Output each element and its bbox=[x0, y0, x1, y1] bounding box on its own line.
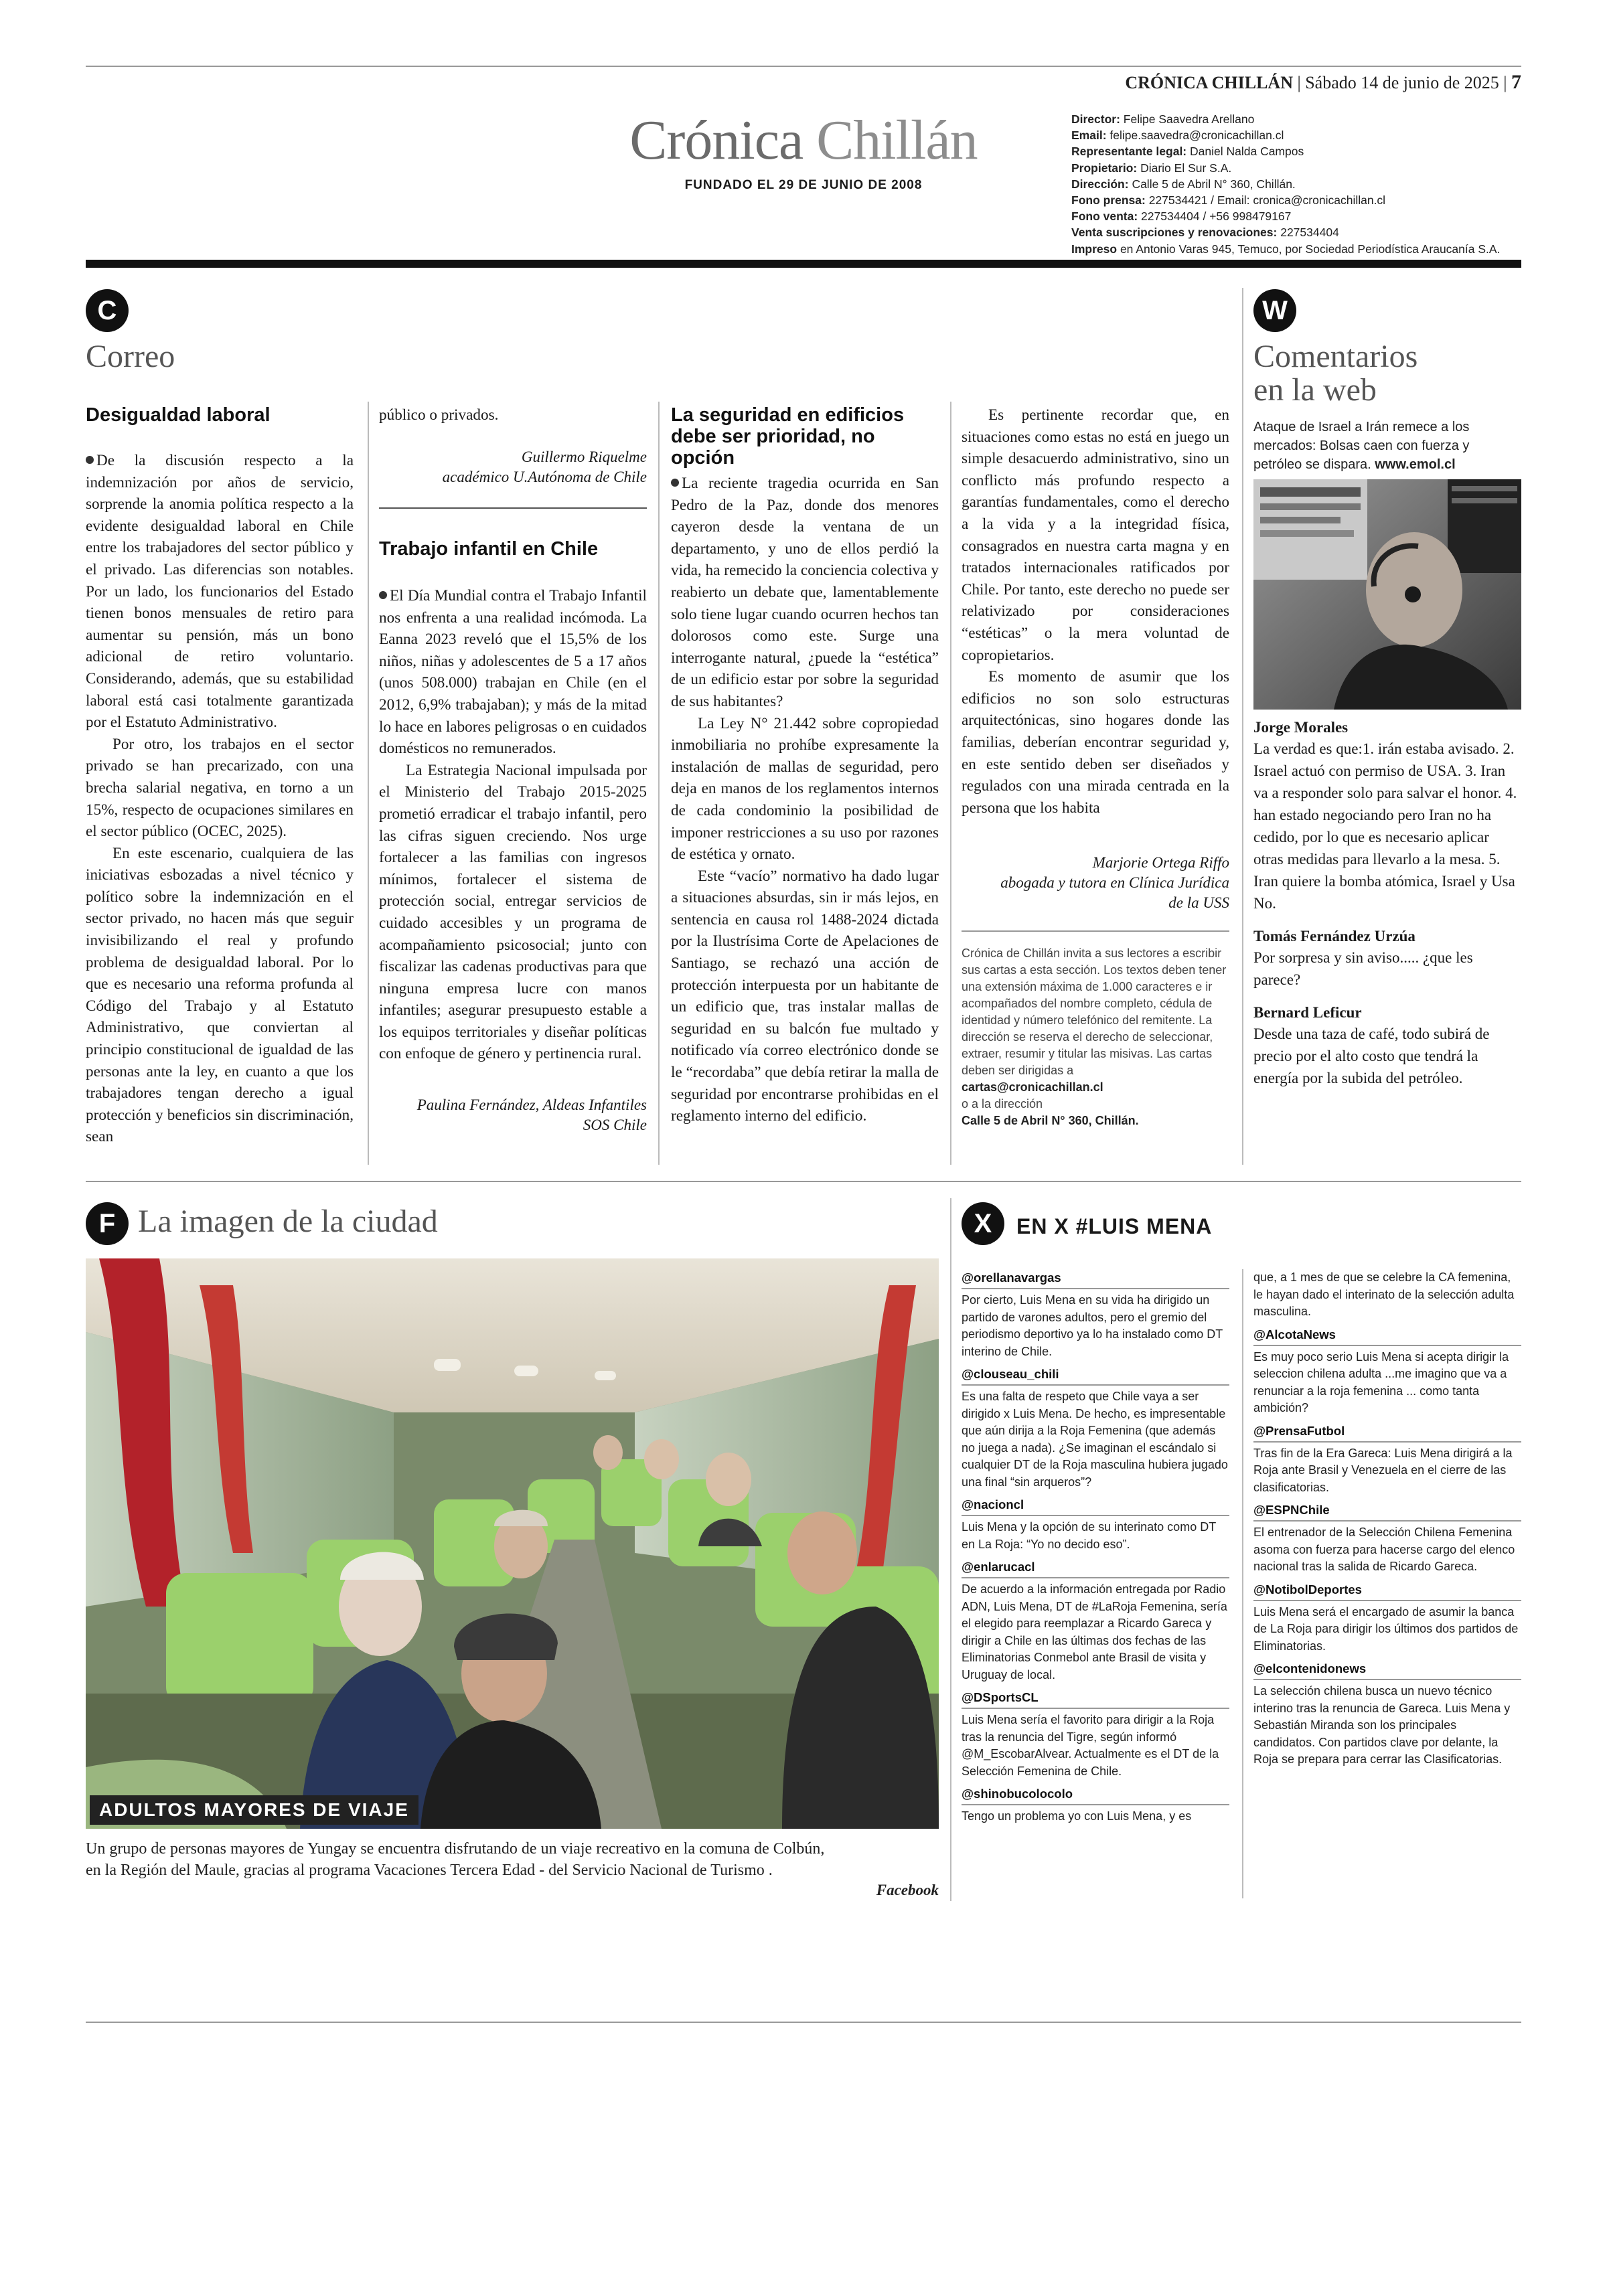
note-or: o a la dirección bbox=[962, 1097, 1043, 1111]
tweet-text: Tengo un problema yo con Luis Mena, y es bbox=[962, 1809, 1192, 1823]
runhead-paper: CRÓNICA CHILLÁN bbox=[1125, 73, 1293, 92]
staff-row: Representante legal: Daniel Nalda Campos bbox=[1071, 145, 1304, 159]
web-badge: W bbox=[1253, 289, 1296, 332]
tweet-text: Es muy poco serio Luis Mena si acepta dirigir la seleccion chilena adulta ...me imagino que va a renunciar a la roja femenina ... como tanta ambición? bbox=[1253, 1349, 1509, 1414]
bus-photo bbox=[86, 1258, 939, 1829]
letter1-signature bbox=[379, 447, 647, 487]
letter1-p1: De la discusión respecto a la indemnización por años de servicio, sorprende la anomia política respecto a la evidente desigualdad laboral en Chile entre los trabajadores del sector público y el privado. Las diferencias son notables. Por un lado, los funcionarios del Estado tienen bonos mensuales de retiro para aumentar su pensión, más un bono adicional de retiro voluntario. Considerando, además, que su estabilidad laboral está casi totalmente garantizada por el Estatuto Administrativo. bbox=[86, 452, 354, 732]
staff-box bbox=[1071, 111, 1527, 257]
commenter-name: Jorge Morales bbox=[1253, 719, 1349, 736]
correo-title: Correo bbox=[86, 339, 175, 374]
correo-badge: C bbox=[86, 289, 129, 332]
letter3-headline: La seguridad en edificios debe ser prioridad, no opción bbox=[671, 404, 905, 469]
letter3-sig-line1: Marjorie Ortega Riffo bbox=[1092, 854, 1229, 871]
imagen-badge: F bbox=[86, 1202, 129, 1245]
masthead-thick-rule bbox=[86, 260, 1521, 268]
imagen-title: La imagen de la ciudad bbox=[138, 1204, 438, 1239]
tweet-handle[interactable]: @shinobucolocolo bbox=[962, 1785, 1229, 1805]
tweet-handle[interactable]: @AlcotaNews bbox=[1253, 1326, 1521, 1346]
runhead-date: Sábado 14 de junio de 2025 bbox=[1305, 73, 1499, 92]
staff-row: Director: Felipe Saavedra Arellano bbox=[1071, 112, 1255, 126]
commenter-name: Bernard Leficur bbox=[1253, 1004, 1362, 1021]
letter3-p3: Este “vacío” normativo ha dado lugar a situaciones absurdas, sin ir más lejos, en sentencia en causa rol 1488-2024 dictada por la Ilustrísima Corte de Apelaciones de Santiago, se rechazó una acción de protección interpuesta por un habitante de un edificio que, tras instalar mallas de seguridad en su balcón fue multado y notificado vía correo electrónico donde se le “recordaba” que debía retirar la malla de seguridad por encontrarse prohibidas en el reglamento interno del edificio. bbox=[671, 867, 939, 1125]
photo-credit: Facebook bbox=[876, 1882, 939, 1898]
tweet bbox=[962, 1785, 1229, 1825]
web-intro-text: Ataque de Israel a Irán remece a los mercados: Bolsas caen con fuerza y petróleo se dispara. bbox=[1253, 420, 1470, 472]
letter3-p5: Es momento de asumir que los edificios no son solo estructuras arquitectónicas, sino hogares donde las familias, deberían encontrar seguridad y, en este sentido deben ser diseñados y regulados con una mirada centrada en la persona que los habita bbox=[962, 668, 1229, 817]
web-intro bbox=[1253, 418, 1521, 474]
letter3-p4: Es pertinente recordar que, en situaciones como estas no está en juego un simple desacuerdo administrativo, sino un conflicto más profundo respecto a garantías fundamentales, como el derecho a la vida y a la integridad física, consagrados en nuestra carta magna y en tratados internacionales ratificados por Chile. Por tanto, este derecho no puede ser relativizado por consideraciones “estéticas” o la mera voluntad de copropietarios. bbox=[962, 406, 1229, 664]
letter2-sig-line1: Paulina Fernández, Aldeas Infantiles bbox=[416, 1096, 647, 1113]
tweet bbox=[962, 1366, 1229, 1491]
masthead bbox=[603, 109, 1004, 193]
staff-row: Venta suscripciones y renovaciones: 227534404 bbox=[1071, 226, 1339, 240]
tweet-handle[interactable]: @nacioncl bbox=[962, 1496, 1229, 1516]
tweet-handle[interactable]: @NotibolDeportes bbox=[1253, 1581, 1521, 1601]
comment-text: La verdad es que:1. irán estaba avisado. 2. Israel actuó con permiso de USA. 3. Iran va a responder solo para salvar el honor. 4. han estado negociando pero Iran no ha cedido, por lo que es necesario aplicar otras medidas para llevarlo a la mesa. 5. Iran quiere la bomba atómica, Israel y Usa No. bbox=[1253, 740, 1517, 912]
staff-row: Email: felipe.saavedra@cronicachillan.cl bbox=[1071, 129, 1284, 143]
letter1-sig-role: académico U.Autónoma de Chile bbox=[442, 469, 647, 485]
logo-word-2: Chillán bbox=[816, 109, 978, 171]
tweet-handle[interactable]: @enlarucacl bbox=[962, 1558, 1229, 1578]
letter3-body-cont bbox=[962, 404, 1229, 819]
tweet-handle[interactable]: @orellanavargas bbox=[962, 1269, 1229, 1289]
commenter-name: Tomás Fernández Urzúa bbox=[1253, 928, 1415, 945]
letter2-headline: Trabajo infantil en Chile bbox=[379, 538, 599, 560]
comment-text: Desde una taza de café, todo subirá de precio por el alto costo que tendrá la energía por la subida del petróleo. bbox=[1253, 1026, 1490, 1086]
web-comments bbox=[1253, 718, 1521, 1089]
letter3-sig-line3: de la USS bbox=[1168, 894, 1229, 911]
staff-row: Impreso en Antonio Varas 945, Temuco, por Sociedad Periodística Araucanía S.A. bbox=[1071, 242, 1501, 256]
tweet-text: Luis Mena será el encargado de asumir la banca de La Roja para dirigir los últimos dos partidos de Eliminatorias. bbox=[1253, 1605, 1519, 1653]
tweet-handle[interactable]: @clouseau_chili bbox=[962, 1366, 1229, 1386]
letter3-sig-line2: abogada y tutora en Clínica Jurídica bbox=[1000, 874, 1229, 891]
top-rule bbox=[86, 66, 1521, 67]
caption-line-1: Un grupo de personas mayores de Yungay se encuentra disfrutando de un viaje recreativo en la comuna de Colbún, bbox=[86, 1840, 825, 1858]
web-comment bbox=[1253, 718, 1521, 914]
photo-label: ADULTOS MAYORES DE VIAJE bbox=[90, 1795, 418, 1825]
column-rule bbox=[368, 402, 369, 1165]
note-address: Calle 5 de Abril N° 360, Chillán. bbox=[962, 1114, 1139, 1127]
tweet-text: De acuerdo a la información entregada por Radio ADN, Luis Mena, DT de #LaRoja Femenina, sería el elegido para reemplazar a Ricardo Gareca y dirigir a Chile en las últimas dos fechas de las Eliminatorias Conmebol ante Brasil de visita y Uruguay de local. bbox=[962, 1582, 1227, 1682]
tweet bbox=[962, 1689, 1229, 1780]
web-comment bbox=[1253, 1003, 1521, 1089]
note-text: Crónica de Chillán invita a sus lectores a escribir sus cartas a esta sección. Los textos deben tener una extensión máxima de 1.000 caracteres e ir acompañados del nombre completo, cédula de identidad y número telefónico del remitente. La dirección se reserva el derecho de seleccionar, extraer, resumir y titular las misivas. Las cartas deben ser dirigidas a bbox=[962, 947, 1227, 1077]
letter1-headline: Desigualdad laboral bbox=[86, 404, 271, 426]
note-divider bbox=[962, 930, 1229, 932]
note-email: cartas@cronicachillan.cl bbox=[962, 1080, 1103, 1094]
letter2-p2: La Estrategia Nacional impulsada por el Ministerio del Trabajo 2015-2025 prometió erradicar el trabajo infantil, pero las cifras siguen creciendo. Nos urge fortalecer a las familias con ingresos mínimos, fortalecer el sistema de protección social, entregar servicios de cuidado accesibles y un programa de acompañamiento psicosocial; junto con fiscalizar las cadenas productivas para que ninguna empresa lucre con manos infantiles; asegurar presupuesto estable a los equipos territoriales y diseñar políticas con enfoque de género y pertinencia rural. bbox=[379, 761, 647, 1063]
letter3-body bbox=[671, 473, 939, 1127]
tweet bbox=[1253, 1422, 1521, 1497]
tweet-text-continued: que, a 1 mes de que se celebre la CA femenina, le hayan dado el interinato de la selección adulta masculina. bbox=[1253, 1270, 1515, 1318]
tweet bbox=[962, 1269, 1229, 1360]
bullet-icon bbox=[671, 479, 679, 487]
bullet-icon bbox=[379, 591, 387, 599]
tweet bbox=[962, 1496, 1229, 1553]
letter2-signature bbox=[379, 1095, 647, 1135]
column-rule bbox=[1242, 288, 1243, 1165]
letter3-p2: La Ley N° 21.442 sobre copropiedad inmobiliaria no prohíbe expresamente la instalación de mallas de seguridad, pero deja en manos de los reglamentos internos de cada condominio la posibilidad de imponer restricciones a su uso por razones de estética y ornato. bbox=[671, 714, 939, 864]
letter3-p1: La reciente tragedia ocurrida en San Pedro de la Paz, donde dos menores cayeron desde la ventana de un departamento, y uno de ellos perdió la vida, ha remecido la conciencia colectiva y reabierto un debate que, lamentablemente solo tiene lugar cuando ocurren hechos tan dolorosos como este. Surge una interrogante natural, ¿puede la “estética” de un edificio estar por sobre la seguridad de sus habitantes? bbox=[671, 475, 939, 710]
letter1-p2: Por otro, los trabajos en el sector privado se han precarizado, con una brecha salarial negativa, en torno a un 15%, respecto de ocupaciones similares en el sector público (OCEC, 2025). bbox=[86, 735, 354, 841]
tweet-text: Luis Mena sería el favorito para dirigir a la Roja tras la renuncia del Tigre, según informó @M_EscobarAlvear. Actualmente es el DT de la Selección Femenina de Chile. bbox=[962, 1713, 1219, 1778]
tweet bbox=[1253, 1660, 1521, 1769]
letters-invitation-note bbox=[962, 945, 1229, 1129]
masthead-logo bbox=[603, 109, 1004, 171]
tweet-text: La selección chilena busca un nuevo técnico interino tras la renuncia de Gareca. Luis Mena y Sebastián Miranda son los principales candidatos. Con partidos clave por delante, la Roja se prepara para cerrar las Clasificatorias. bbox=[1253, 1684, 1511, 1766]
letter1-body bbox=[86, 450, 354, 1148]
tweet-text: El entrenador de la Selección Chilena Femenina asoma con fuerza para hacerse cargo del elenco nacional tras la salida de Ricardo Gareca. bbox=[1253, 1526, 1515, 1573]
letter1-sig-name: Guillermo Riquelme bbox=[521, 448, 647, 465]
tweet-text: Luis Mena y la opción de su interinato como DT en La Roja: “Yo no decido eso”. bbox=[962, 1520, 1216, 1551]
web-comment bbox=[1253, 926, 1521, 991]
column-rule bbox=[1242, 1269, 1243, 1898]
column-rule bbox=[950, 1198, 951, 1901]
tweet bbox=[1253, 1581, 1521, 1655]
caption-line-2: en la Región del Maule, gracias al programa Vacaciones Tercera Edad - del Servicio Nacional de Turismo . bbox=[86, 1862, 773, 1879]
x-title: EN X #LUIS MENA bbox=[1016, 1214, 1213, 1238]
column-rule bbox=[950, 402, 951, 1165]
letter1-p4: público o privados. bbox=[379, 406, 499, 424]
web-title: Comentarios en la web bbox=[1253, 339, 1418, 408]
letter2-body bbox=[379, 585, 647, 1065]
masthead-founded: FUNDADO EL 29 DE JUNIO DE 2008 bbox=[684, 178, 923, 192]
staff-row: Fono venta: 227534404 / +56 998479167 bbox=[1071, 210, 1292, 224]
x-column-2 bbox=[1253, 1269, 1521, 1774]
tweet bbox=[1253, 1501, 1521, 1576]
tweet bbox=[1253, 1326, 1521, 1417]
section-rule bbox=[86, 1181, 1521, 1182]
letter3-signature bbox=[962, 853, 1229, 913]
tweet-text: Es una falta de respeto que Chile vaya a ser dirigido x Luis Mena. De hecho, es impresentable que aún dirija a la Roja Femenina (que además no juega a nada). ¿Se imaginan el escándalo si cualquier DT de la Roja masculina hubiera jugado una final “sin arqueros”? bbox=[962, 1390, 1228, 1489]
tweet-text: Por cierto, Luis Mena en su vida ha dirigido un partido de varones adultos, pero el gremio del periodismo deportivo ya lo ha instalado como DT interino de Chile. bbox=[962, 1293, 1223, 1358]
tweet-text: Tras fin de la Era Gareca: Luis Mena dirigirá a la Roja ante Brasil y Venezuela en el cierre de las clasificatorias. bbox=[1253, 1446, 1513, 1494]
web-intro-link[interactable]: www.emol.cl bbox=[1375, 457, 1456, 472]
running-head: CRÓNICA CHILLÁN | Sábado 14 de junio de 2025 | 7 bbox=[1125, 71, 1521, 93]
logo-word-1: Crónica bbox=[629, 109, 804, 171]
tweet bbox=[962, 1558, 1229, 1684]
photo-caption bbox=[86, 1838, 939, 1881]
staff-row: Fono prensa: 227534421 / Email: cronica@cronicachillan.cl bbox=[1071, 193, 1386, 208]
x-badge: X bbox=[962, 1202, 1004, 1245]
column-rule bbox=[658, 402, 660, 1165]
web-photo-trader bbox=[1253, 479, 1521, 710]
letter1-p3: En este escenario, cualquiera de las iniciativas esbozadas a nivel técnico y político sobre la indemnización en el sector privado, no hacen más que seguir invisibilizando el real y profundo problema de desigualdad laboral. Por lo que es necesario una reforma profunda al Código del Trabajo y al Estatuto Administrativo, que conviertan al principio constitucional de igualdad de las personas ante la ley, en cuanto a que los trabajadores tengan derecho a igual protección y beneficios sin discriminación, sean bbox=[86, 844, 354, 1146]
tweet-handle[interactable]: @ESPNChile bbox=[1253, 1501, 1521, 1522]
bottom-rule bbox=[86, 2022, 1521, 2023]
tweet-handle[interactable]: @PrensaFutbol bbox=[1253, 1422, 1521, 1443]
staff-row: Dirección: Calle 5 de Abril N° 360, Chillán. bbox=[1071, 177, 1296, 191]
staff-row: Propietario: Diario El Sur S.A. bbox=[1071, 161, 1232, 175]
tweet-handle[interactable]: @elcontenidonews bbox=[1253, 1660, 1521, 1680]
letter1-body-cont bbox=[379, 404, 647, 426]
letter2-p1: El Día Mundial contra el Trabajo Infantil nos enfrenta a una realidad incómoda. La Eanna 2023 reveló que el 15,5% de los niños, niñas y adolescentes de 5 a 17 años (unos 508.000) trabajan en Chile (en el 2012, 6,9% trabajaban); y más de la mitad lo hace en labores peligrosas o en cuidados domésticos no remunerados. bbox=[379, 587, 647, 758]
letter-divider bbox=[379, 507, 647, 509]
page-number: 7 bbox=[1511, 71, 1521, 93]
bullet-icon bbox=[86, 456, 94, 464]
x-column-1 bbox=[962, 1269, 1229, 1831]
comment-text: Por sorpresa y sin aviso..... ¿que les parece? bbox=[1253, 949, 1473, 988]
tweet-handle[interactable]: @DSportsCL bbox=[962, 1689, 1229, 1709]
letter2-sig-line2: SOS Chile bbox=[583, 1117, 647, 1133]
